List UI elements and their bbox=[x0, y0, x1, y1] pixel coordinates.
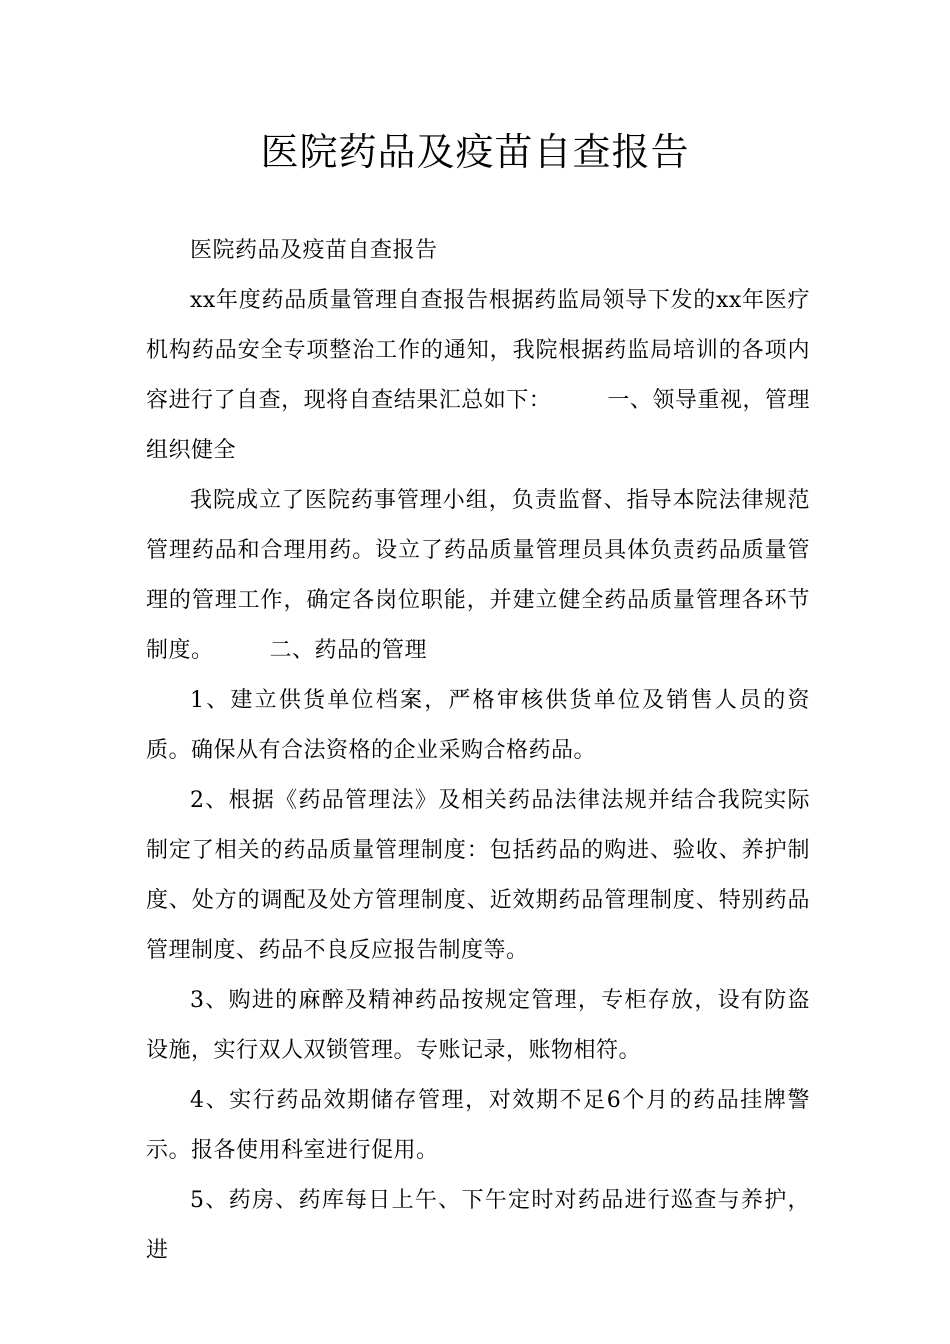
paragraph-item-2: 2、根据《药品管理法》及相关药品法律法规并结合我院实际制定了相关的药品质量管理制度：包括药品的购进、验收、养护制度、处方的调配及处方管理制度、近效期药品管理制度、特别药品管理制度、药品不良反应报告制度等。 bbox=[146, 788, 810, 963]
document-title: 医院药品及疫苗自查报告 bbox=[260, 130, 690, 174]
paragraph-item-5: 5、药房、药库每日上午、下午定时对药品进行巡查与养护，进 bbox=[146, 1188, 810, 1263]
paragraph-item-1: 1、建立供货单位档案，严格审核供货单位及销售人员的资质。确保从有合法资格的企业采购合格药品。 bbox=[146, 688, 810, 763]
paragraph-section-1: 我院成立了医院药事管理小组，负责监督、指导本院法律规范管理药品和合理用药。设立了药品质量管理员具体负责药品质量管理的管理工作，确定各岗位职能，并建立健全药品质量管理各环节制度。 二、药品的管理 bbox=[146, 488, 810, 663]
document-body bbox=[146, 226, 810, 1276]
section-heading-2: 二、药品的管理 bbox=[269, 638, 428, 663]
paragraph-subtitle: 医院药品及疫苗自查报告 bbox=[190, 238, 438, 263]
section-heading-1: 一、领导重视，管理组织健全 bbox=[146, 388, 810, 463]
paragraph-item-3: 3、购进的麻醉及精神药品按规定管理，专柜存放，设有防盗设施，实行双人双锁管理。专账记录，账物相符。 bbox=[146, 988, 810, 1063]
paragraph-item-4: 4、实行药品效期储存管理，对效期不足6个月的药品挂牌警示。报各使用科室进行促用。 bbox=[146, 1088, 810, 1163]
paragraph-intro: xx年度药品质量管理自查报告根据药监局领导下发的xx年医疗机构药品安全专项整治工作的通知，我院根据药监局培训的各项内容进行了自查，现将自查结果汇总如下： 一、领导重视，管理组织健全 bbox=[146, 288, 810, 463]
